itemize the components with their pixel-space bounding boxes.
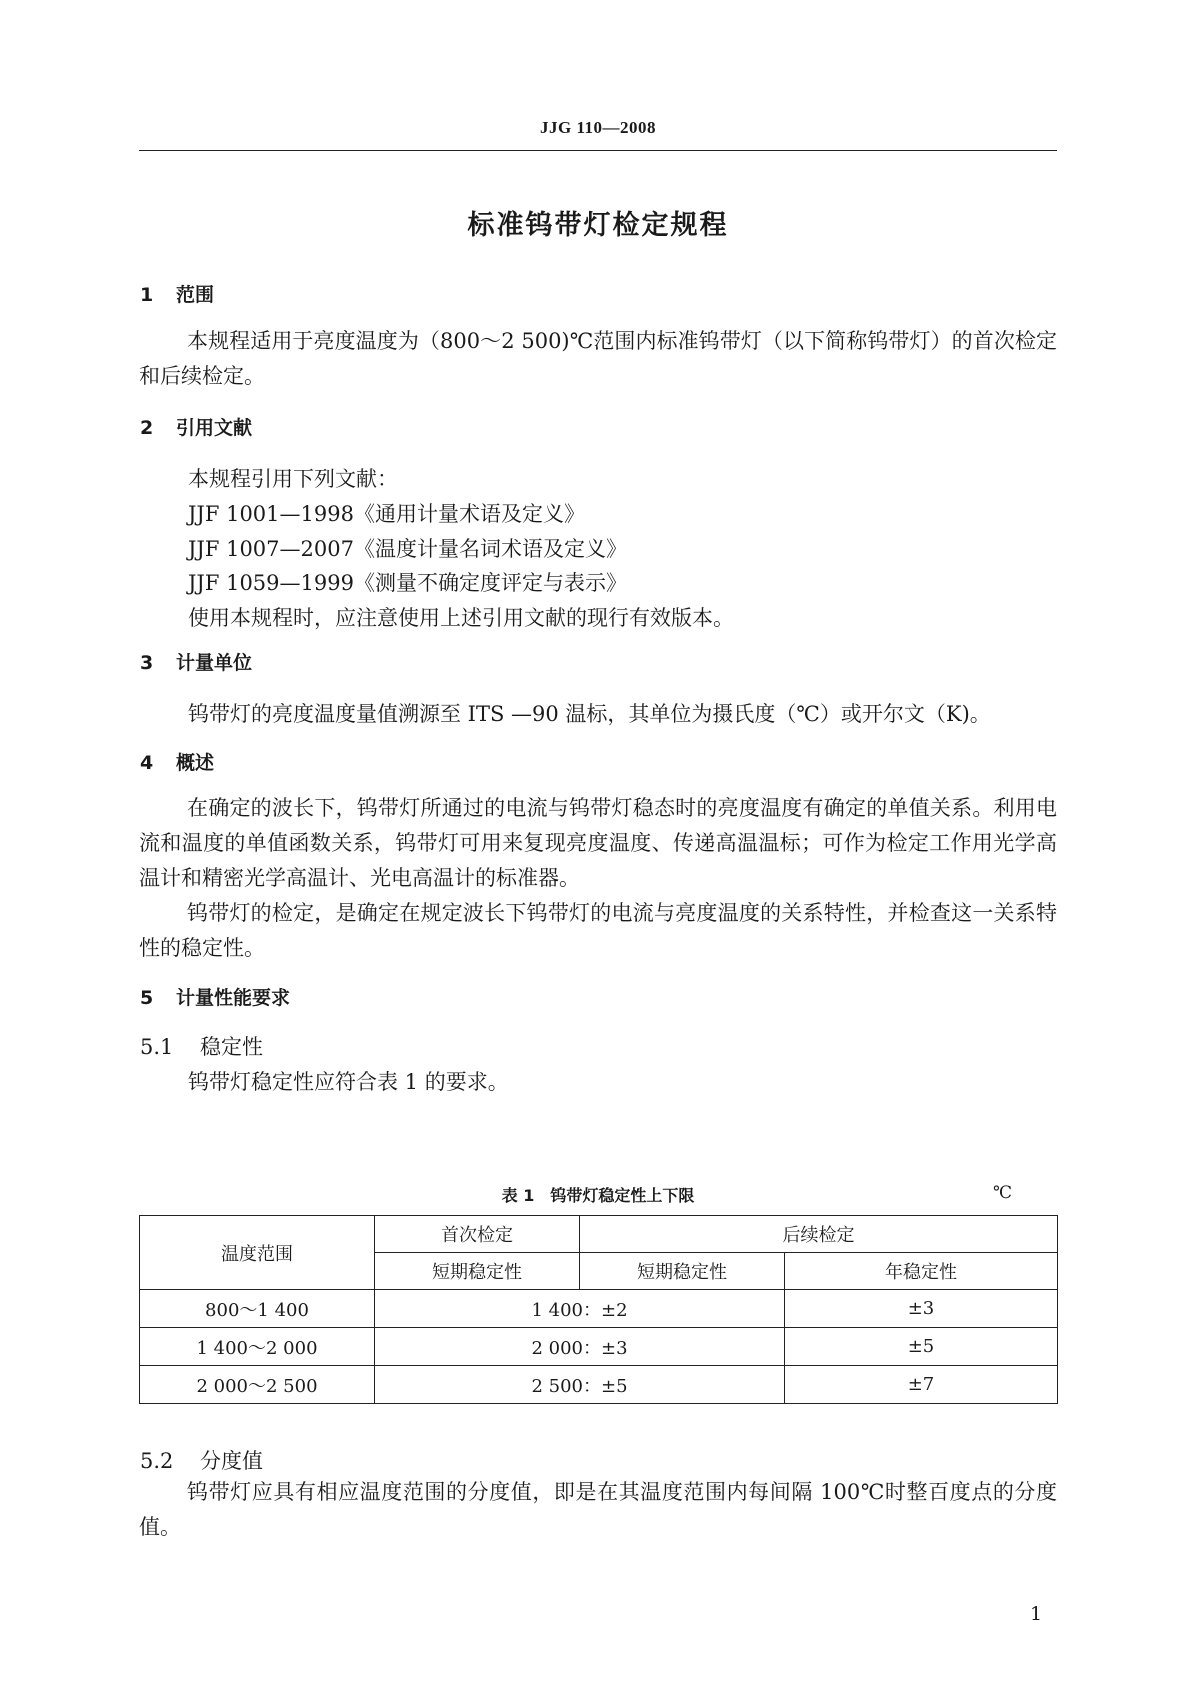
reference-intro: 本规程引用下列文献： (188, 467, 398, 491)
section-1-heading (140, 280, 214, 307)
cell-annual: ±3 (785, 1290, 1058, 1328)
section-title: 计量性能要求 (176, 987, 291, 1009)
page-number: 1 (1030, 1603, 1043, 1625)
section-3-text: 钨带灯的亮度温度量值溯源至 ITS —90 温标，其单位为摄氏度（℃）或开尔文（K)。 (188, 702, 991, 726)
header-temperature-range: 温度范围 (140, 1216, 375, 1290)
section-1-text: 本规程适用于亮度温度为（800～2 500)℃范围内标准钨带灯（以下简称钨带灯）的首次检定和后续检定。 (139, 329, 1057, 388)
header-first-verification: 首次检定 (375, 1216, 580, 1253)
section-title: 范围 (176, 284, 215, 306)
cell-annual: ±5 (785, 1328, 1058, 1366)
subsection-5-2-text: 钨带灯应具有相应温度范围的分度值，即是在其温度范围内每间隔 100℃时整百度点的分度值。 (139, 1480, 1057, 1539)
table-caption: 表 1 钨带灯稳定性上下限 (501, 1186, 695, 1205)
section-2-heading (140, 413, 252, 440)
cell-short-term: 2 000：±3 (375, 1328, 785, 1366)
subsection-number: 5.2 (140, 1449, 174, 1473)
subsection-title: 分度值 (200, 1449, 263, 1473)
reference-item: JJF 1059—1999《测量不确定度评定与表示》 (188, 571, 627, 595)
cell-range: 800～1 400 (140, 1290, 375, 1328)
cell-range: 2 000～2 500 (140, 1366, 375, 1404)
header-short-term-first: 短期稳定性 (375, 1253, 580, 1290)
section-number: 5 (140, 987, 154, 1009)
table-unit: ℃ (993, 1183, 1013, 1203)
section-number: 4 (140, 752, 154, 774)
section-number: 1 (140, 284, 154, 306)
reference-note: 使用本规程时，应注意使用上述引用文献的现行有效版本。 (188, 606, 734, 630)
table-header-row (140, 1216, 1058, 1253)
section-title: 概述 (176, 752, 215, 774)
section-title: 计量单位 (176, 652, 253, 674)
cell-short-term: 1 400：±2 (375, 1290, 785, 1328)
header-subsequent-verification: 后续检定 (580, 1216, 1058, 1253)
stability-table (139, 1215, 1058, 1404)
section-3-heading (140, 648, 252, 675)
section-5-heading (140, 983, 290, 1010)
document-code-header: JJG 110—2008 (539, 118, 657, 137)
subsection-title: 稳定性 (200, 1035, 263, 1059)
cell-annual: ±7 (785, 1366, 1058, 1404)
section-4-paragraph-2: 钨带灯的检定，是确定在规定波长下钨带灯的电流与亮度温度的关系特性，并检查这一关系特性的稳定性。 (139, 901, 1057, 960)
cell-range: 1 400～2 000 (140, 1328, 375, 1366)
subsection-5-1-heading (140, 1031, 263, 1061)
subsection-number: 5.1 (140, 1035, 174, 1059)
subsection-5-2-heading (140, 1445, 263, 1475)
section-title: 引用文献 (176, 417, 253, 439)
header-rule (139, 150, 1057, 151)
section-4-heading (140, 748, 214, 775)
section-4-paragraph-1: 在确定的波长下，钨带灯所通过的电流与钨带灯稳态时的亮度温度有确定的单值关系。利用电流和温度的单值函数关系，钨带灯可用来复现亮度温度、传递高温温标；可作为检定工作用光学高温计和精密光学高温计、光电高温计的标准器。 (139, 796, 1057, 890)
header-short-term-subsequent: 短期稳定性 (580, 1253, 785, 1290)
reference-item: JJF 1001—1998《通用计量术语及定义》 (188, 502, 585, 526)
table-row (140, 1290, 1058, 1328)
section-number: 3 (140, 652, 154, 674)
cell-short-term: 2 500：±5 (375, 1366, 785, 1404)
table-row (140, 1366, 1058, 1404)
header-annual: 年稳定性 (785, 1253, 1058, 1290)
section-number: 2 (140, 417, 154, 439)
document-title: 标准钨带灯检定规程 (467, 210, 729, 241)
subsection-5-1-text: 钨带灯稳定性应符合表 1 的要求。 (188, 1070, 509, 1094)
table-row (140, 1328, 1058, 1366)
reference-item: JJF 1007—2007《温度计量名词术语及定义》 (188, 537, 627, 561)
